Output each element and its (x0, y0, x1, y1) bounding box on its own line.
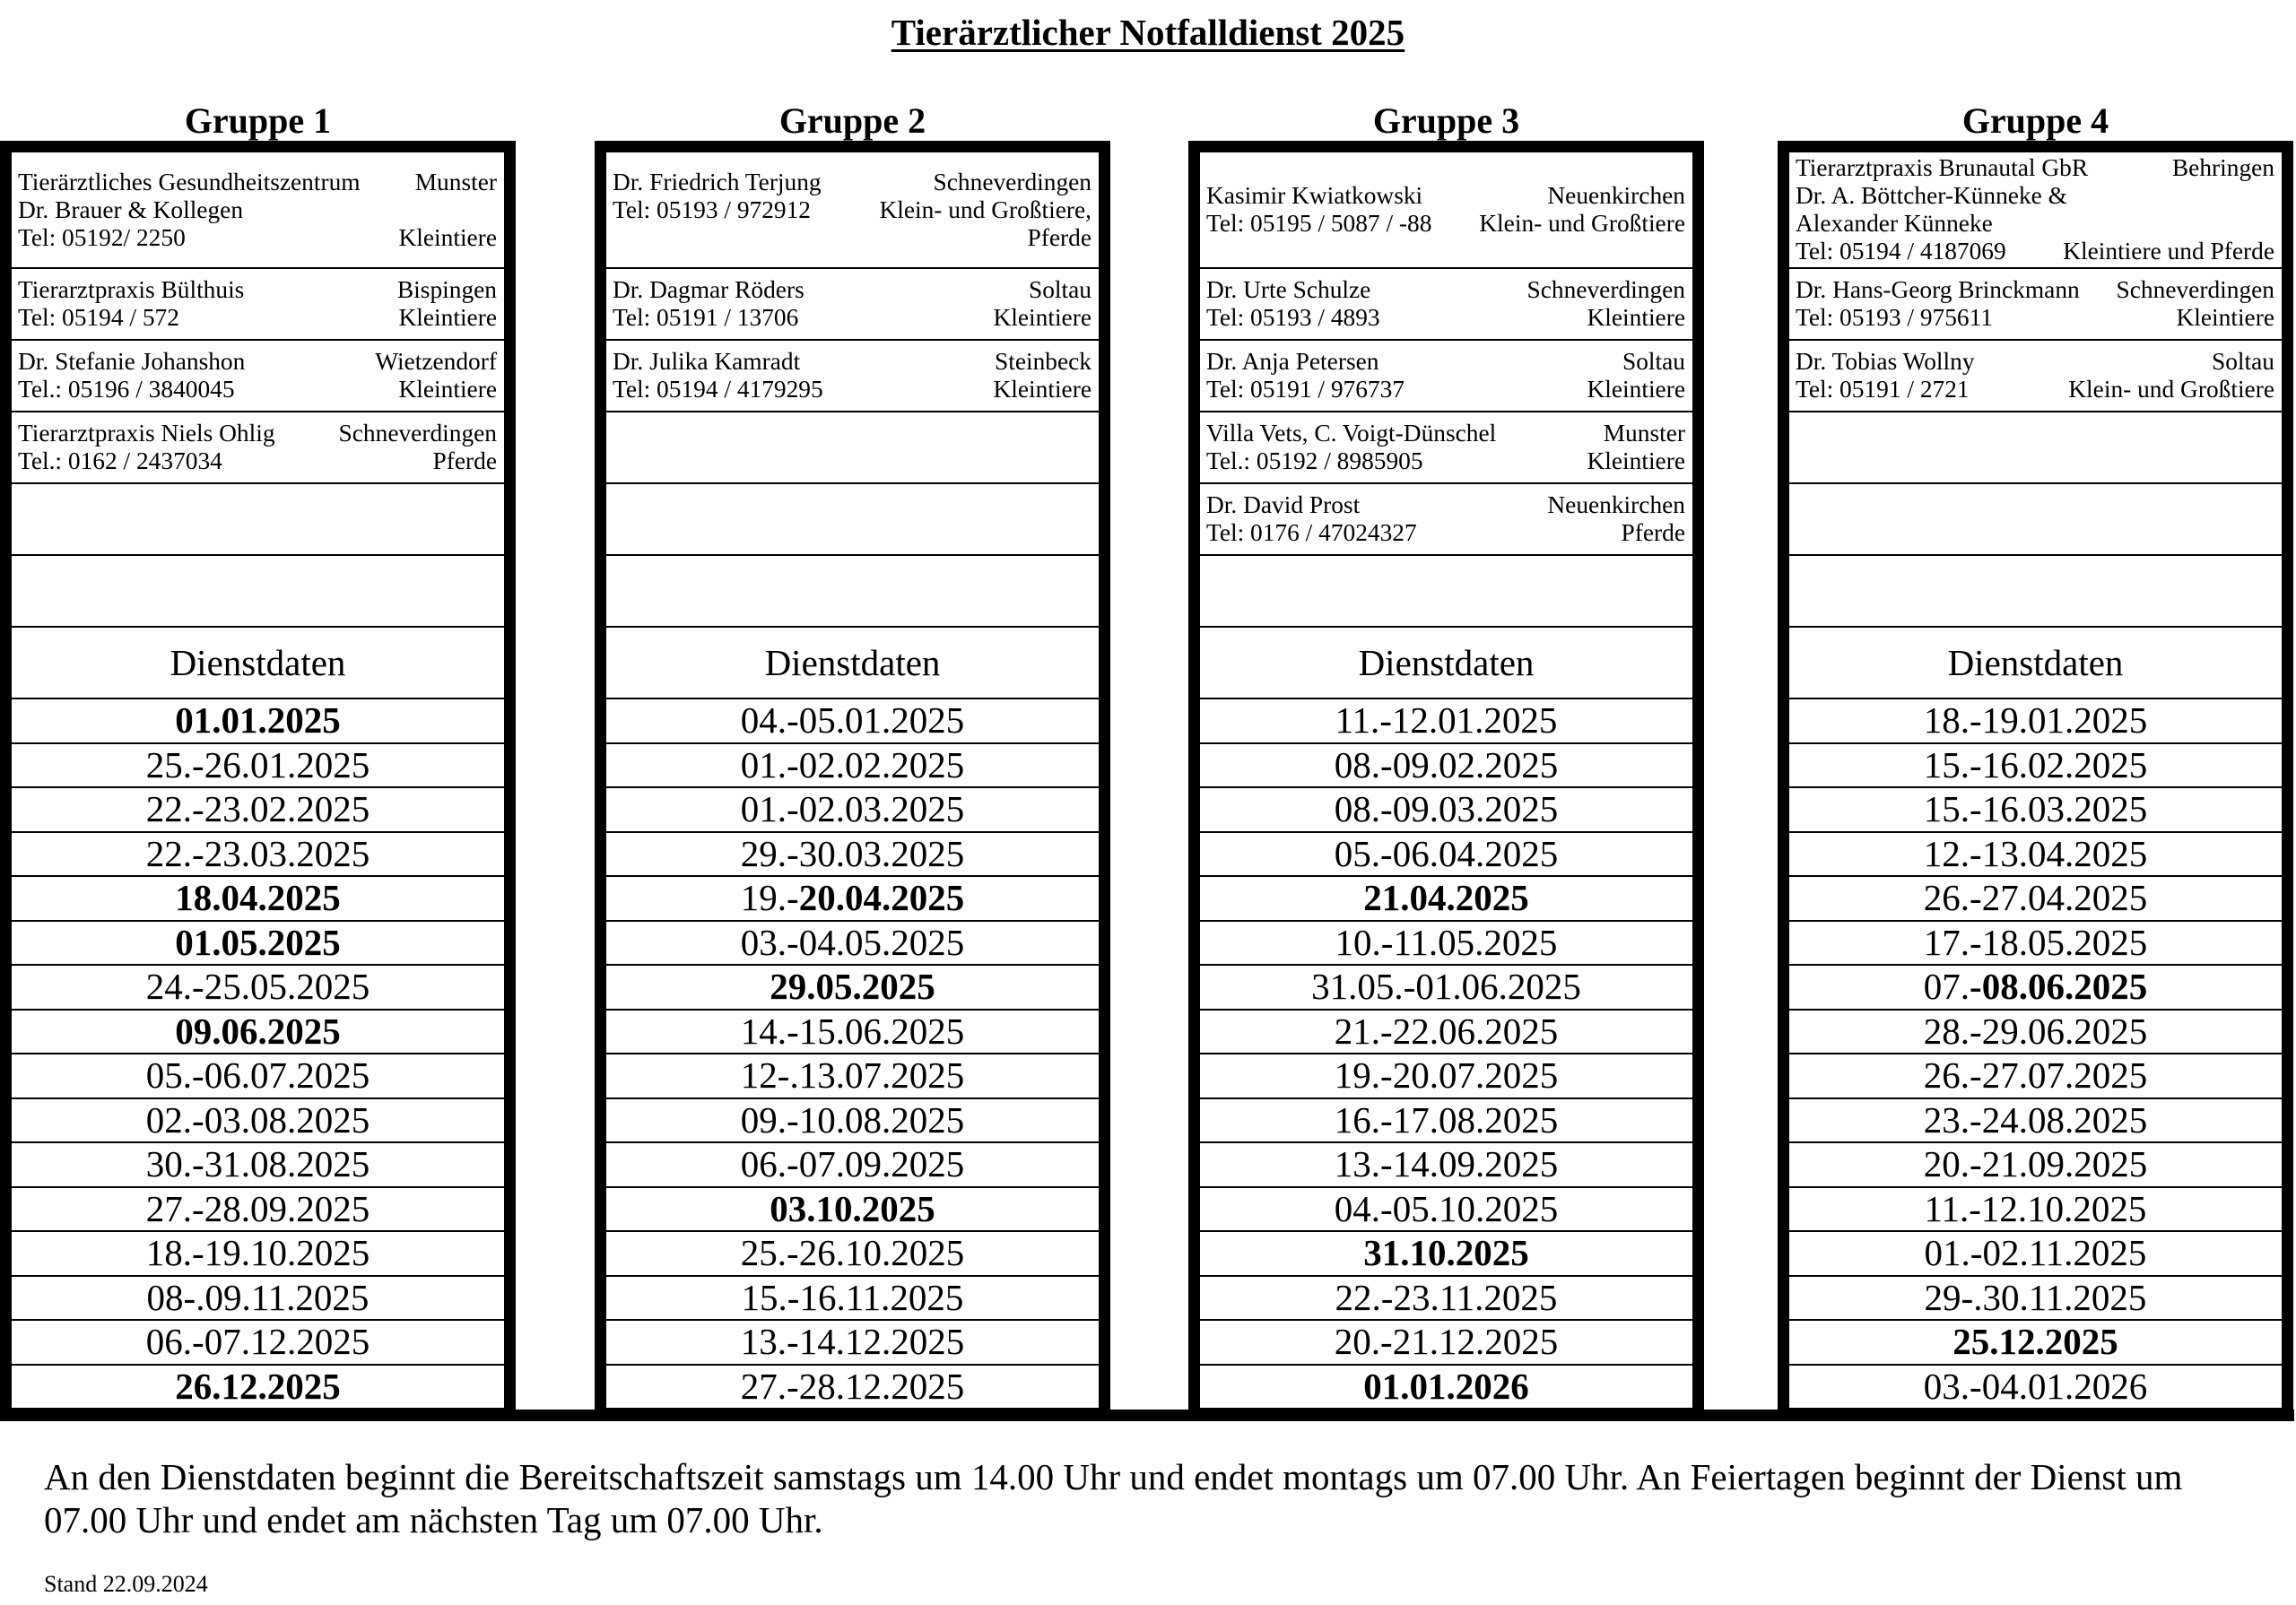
practice-row (1200, 341, 1692, 412)
practice-detail-right: Schneverdingen (933, 168, 1091, 195)
duty-date-text: 13.-14.12.2025 (740, 1321, 965, 1362)
practice-detail-left: Tierarztpraxis Bülthuis (18, 276, 245, 303)
duty-date-row (606, 1277, 1099, 1322)
practice-detail-left: Dr. Brauer & Kollegen (18, 195, 244, 223)
duty-date-holiday-text: 20.04.2025 (798, 877, 965, 918)
practice-row (606, 341, 1099, 412)
duty-date-holiday-text: 26.12.2025 (175, 1365, 341, 1407)
practice-detail-left: Dr. Friedrich Terjung (613, 168, 822, 195)
duty-date-text: 19.-20.07.2025 (1334, 1054, 1559, 1096)
duty-date-text: 29.-30.03.2025 (740, 832, 965, 874)
duty-date-text: 20.-21.12.2025 (1334, 1321, 1559, 1362)
practice-detail-left: Dr. Tobias Wollny (1796, 348, 1975, 375)
duty-date-text: 22.-23.03.2025 (145, 832, 370, 874)
duty-date-row (1200, 1054, 1692, 1099)
duty-date-row (1789, 833, 2282, 878)
practice-detail-left: Tel.: 05192 / 8985905 (1206, 447, 1423, 474)
duty-date-row (1789, 699, 2282, 744)
duty-date-text: 15.-16.11.2025 (741, 1276, 964, 1318)
duty-date-holiday-text: 25.12.2025 (1952, 1321, 2118, 1362)
duty-date-row (606, 1054, 1099, 1099)
practice-line (1796, 238, 2274, 265)
duty-date-text: 27.-28.09.2025 (145, 1187, 370, 1229)
duty-date-text: 20.-21.09.2025 (1923, 1143, 2148, 1184)
duty-date-text: 18.-19.01.2025 (1923, 699, 2148, 741)
empty-practice-row (12, 556, 504, 628)
practice-detail-left: Villa Vets, C. Voigt-Dünschel (1206, 420, 1497, 447)
practice-detail-left: Tel: 05192/ 2250 (18, 223, 186, 251)
practice-detail-left: Tierarztpraxis Niels Ohlig (18, 420, 275, 447)
duty-date-row (606, 1143, 1099, 1188)
practice-detail-left: Tierarztpraxis Brunautal GbR (1796, 154, 2089, 181)
practice-line (613, 224, 1091, 252)
duty-date-text: 22.-23.02.2025 (145, 788, 370, 829)
practice-line (18, 304, 497, 332)
empty-practice-row (606, 412, 1099, 484)
practice-detail-left: Tel: 05195 / 5087 / -88 (1206, 210, 1432, 237)
duty-date-row (12, 966, 504, 1011)
duty-date-row (1200, 922, 1692, 967)
duty-date-row (606, 922, 1099, 967)
duty-dates-header: Dienstdaten (1789, 628, 2282, 699)
practice-line (1206, 376, 1685, 403)
group-heading: Gruppe 1 (184, 100, 332, 141)
practice-detail-left: Kasimir Kwiatkowski (1206, 182, 1423, 209)
duty-date-text: 02.-03.08.2025 (145, 1098, 370, 1141)
practice-row (1200, 484, 1692, 556)
duty-date-row (12, 1277, 504, 1322)
duty-date-row (1200, 1188, 1692, 1233)
duty-date-text: 31.05.-01.06.2025 (1311, 966, 1581, 1007)
duty-date-text: 03.-04.05.2025 (740, 921, 965, 963)
practice-row (1789, 269, 2282, 341)
practice-line (613, 348, 1091, 376)
practice-line (613, 376, 1091, 403)
duty-date-row (1789, 1011, 2282, 1055)
duty-date-holiday-text: 01.01.2025 (175, 699, 341, 741)
duty-dates-header: Dienstdaten (1200, 628, 1692, 699)
duty-date-text: 07. (1923, 966, 1970, 1007)
duty-date-text: 28.-29.06.2025 (1923, 1010, 2148, 1052)
duty-date-text: 16.-17.08.2025 (1334, 1098, 1559, 1141)
practice-detail-left: Tel: 05191 / 2721 (1796, 376, 1970, 403)
duty-date-text: 08-.09.11.2025 (146, 1276, 370, 1318)
duty-date-row (606, 877, 1099, 922)
duty-date-text: 06.-07.12.2025 (145, 1321, 370, 1362)
practice-detail-right: Soltau (2211, 348, 2274, 375)
duty-dates-header: Dienstdaten (12, 628, 504, 699)
duty-date-holiday-text: 01.05.2025 (175, 921, 341, 963)
duty-date-holiday-text: 09.06.2025 (175, 1010, 341, 1052)
stand-date: Stand 22.09.2024 (44, 1571, 208, 1597)
duty-date-row (1789, 744, 2282, 789)
duty-date-row (1789, 1277, 2282, 1322)
duty-date-text: 10.-11.05.2025 (1335, 921, 1558, 963)
practice-detail-left: Tel: 05194 / 572 (18, 304, 179, 331)
practice-line (18, 420, 497, 447)
footer-note: An den Dienstdaten beginnt die Bereitschaftszeit samstags um 14.00 Uhr und endet montags um 07.00 Uhr. An Feiertagen beginnt der Dienst um 07.00 Uhr und endet am nächsten Tag um 07.00 Uhr. (44, 1456, 2183, 1540)
duty-date-row (12, 1232, 504, 1277)
duty-date-row (1789, 1232, 2282, 1277)
duty-date-text: 12-.13.07.2025 (740, 1054, 965, 1096)
duty-date-text: 13.-14.09.2025 (1334, 1143, 1559, 1184)
practice-detail-right: Wietzendorf (375, 348, 497, 375)
duty-date-text: 25.-26.10.2025 (740, 1232, 965, 1273)
duty-date-row (12, 1366, 504, 1410)
duty-date-row (1789, 1321, 2282, 1366)
duty-date-row (1789, 922, 2282, 967)
duty-date-row (606, 744, 1099, 789)
duty-date-row (606, 1366, 1099, 1410)
practice-detail-right: Kleintiere (398, 376, 497, 403)
practice-line (18, 348, 497, 376)
duty-date-text: 05.-06.04.2025 (1334, 832, 1559, 874)
duty-date-text: 24.-25.05.2025 (145, 966, 370, 1007)
practice-line (1796, 304, 2274, 332)
practice-detail-left: Dr. Hans-Georg Brinckmann (1796, 276, 2080, 303)
duty-date-holiday-text: -08.06.2025 (1970, 966, 2148, 1007)
practice-row (1200, 412, 1692, 484)
duty-date-row (1200, 1011, 1692, 1055)
practice-detail-right: Kleintiere und Pferde (2063, 238, 2274, 265)
practice-row (12, 341, 504, 412)
duty-date-text: 01.-02.03.2025 (740, 788, 965, 829)
practice-line (1796, 154, 2274, 182)
practice-detail-left: Tel: 05194 / 4179295 (613, 376, 823, 403)
duty-date-text: 04.-05.01.2025 (740, 699, 965, 741)
duty-date-row (606, 833, 1099, 878)
duty-date-row (1200, 699, 1692, 744)
practice-line (1206, 182, 1685, 210)
group-column (0, 100, 516, 1410)
duty-date-row (12, 744, 504, 789)
practice-detail-right: Kleintiere (1587, 304, 1685, 331)
duty-date-row (1200, 1366, 1692, 1410)
duty-date-holiday-text: 03.10.2025 (770, 1187, 935, 1229)
duty-date-holiday-text: 01.01.2026 (1363, 1365, 1529, 1407)
practice-line (18, 224, 497, 252)
duty-date-text: 17.-18.05.2025 (1923, 921, 2148, 963)
duty-date-text: 11.-12.10.2025 (1924, 1187, 2147, 1229)
duty-date-row (12, 877, 504, 922)
practice-detail-left: Dr. A. Böttcher-Künneke & (1796, 182, 2067, 209)
practice-detail-left: Dr. Julika Kamradt (613, 348, 801, 375)
practice-detail-right: Kleintiere (398, 304, 497, 331)
practice-row (1200, 152, 1692, 269)
duty-date-row (1789, 1366, 2282, 1410)
duty-date-row (606, 966, 1099, 1011)
duty-date-row (1200, 1099, 1692, 1144)
duty-date-row (1789, 1099, 2282, 1144)
duty-date-row (1789, 877, 2282, 922)
practice-line (18, 276, 497, 304)
empty-practice-row (1789, 556, 2282, 628)
duty-date-text: 30.-31.08.2025 (145, 1143, 370, 1184)
practice-row (1789, 152, 2282, 269)
group-column (1778, 100, 2293, 1410)
table-bottom-rule (0, 1410, 2294, 1421)
duty-date-row (1200, 877, 1692, 922)
practice-detail-right: Klein- und Großtiere (2068, 376, 2274, 403)
practice-row (12, 412, 504, 484)
duty-date-text: 08.-09.02.2025 (1334, 743, 1559, 785)
duty-date-row (1200, 1321, 1692, 1366)
duty-date-row (1789, 1188, 2282, 1233)
group-heading: Gruppe 3 (1372, 100, 1520, 141)
practice-line (1206, 304, 1685, 332)
practice-line (1206, 210, 1685, 238)
practice-line (1796, 182, 2274, 210)
practice-detail-left: Dr. Anja Petersen (1206, 348, 1379, 375)
practice-detail-left: Tel: 0176 / 47024327 (1206, 519, 1417, 546)
duty-date-text: 29-.30.11.2025 (1924, 1276, 2147, 1318)
practice-detail-right: Schneverdingen (338, 420, 497, 447)
practice-line (18, 196, 497, 224)
practice-detail-right: Pferde (432, 447, 497, 474)
practice-line (1796, 276, 2274, 304)
duty-date-holiday-text: 21.04.2025 (1363, 877, 1529, 918)
practice-detail-left: Tel.: 05196 / 3840045 (18, 376, 235, 403)
duty-date-row (1789, 788, 2282, 833)
practice-row (1789, 341, 2282, 412)
duty-date-holiday-text: 29.05.2025 (770, 966, 935, 1007)
practice-line (1206, 447, 1685, 475)
practice-detail-right: Pferde (1027, 223, 1091, 251)
duty-date-text: 19.- (740, 877, 799, 918)
practice-line (1796, 348, 2274, 376)
duty-date-text: 04.-05.10.2025 (1334, 1187, 1559, 1229)
practice-detail-right: Kleintiere (398, 223, 497, 251)
duty-date-text: 03.-04.01.2026 (1923, 1365, 2148, 1407)
practice-line (1206, 519, 1685, 547)
duty-date-text: 05.-06.07.2025 (145, 1054, 370, 1096)
practice-line (1206, 348, 1685, 376)
duty-date-row (12, 1188, 504, 1233)
duty-date-text: 08.-09.03.2025 (1334, 788, 1559, 829)
duty-date-text: 11.-12.01.2025 (1335, 699, 1558, 741)
duty-date-row (12, 788, 504, 833)
empty-practice-row (606, 556, 1099, 628)
practice-detail-right: Steinbeck (994, 348, 1091, 375)
practice-line (18, 376, 497, 403)
duty-date-row (606, 1321, 1099, 1366)
duty-date-row (12, 1054, 504, 1099)
duty-date-text: 18.-19.10.2025 (145, 1232, 370, 1273)
duty-date-row (606, 1188, 1099, 1233)
duty-date-text: 27.-28.12.2025 (740, 1365, 965, 1407)
duty-date-text: 21.-22.06.2025 (1334, 1010, 1559, 1052)
practice-detail-right: Behringen (2171, 154, 2274, 181)
duty-date-row (1200, 788, 1692, 833)
practice-detail-left: Dr. David Prost (1206, 491, 1361, 518)
practice-line (1206, 276, 1685, 304)
practice-detail-left: Dr. Dagmar Röders (613, 276, 804, 303)
duty-date-holiday-text: 31.10.2025 (1363, 1232, 1529, 1273)
empty-practice-row (1200, 556, 1692, 628)
practice-detail-right: Schneverdingen (2116, 276, 2274, 303)
practice-detail-left: Tel: 05194 / 4187069 (1796, 238, 2006, 265)
duty-date-row (1789, 966, 2282, 1011)
duty-date-holiday-text: 18.04.2025 (175, 877, 341, 918)
duty-date-row (12, 1321, 504, 1366)
practice-detail-right: Munster (414, 168, 497, 195)
duty-date-row (606, 699, 1099, 744)
empty-practice-row (1789, 412, 2282, 484)
practice-row (606, 269, 1099, 341)
page-title: Tierärztlicher Notfalldienst 2025 (891, 12, 1405, 53)
practice-detail-right: Kleintiere (1587, 376, 1685, 403)
duty-date-text: 15.-16.03.2025 (1923, 788, 2148, 829)
group-table (595, 141, 1110, 1410)
practice-detail-right: Kleintiere (2176, 304, 2274, 331)
duty-dates-header: Dienstdaten (606, 628, 1099, 699)
practice-detail-right: Klein- und Großtiere (1479, 210, 1685, 237)
group-heading: Gruppe 4 (1961, 100, 2109, 141)
empty-practice-row (12, 484, 504, 556)
duty-date-row (12, 1099, 504, 1144)
duty-date-row (606, 1232, 1099, 1277)
practice-detail-left: Alexander Künneke (1796, 210, 1993, 237)
duty-date-text: 01.-02.11.2025 (1924, 1232, 2147, 1273)
duty-date-row (12, 1143, 504, 1188)
practice-detail-right: Soltau (1622, 348, 1685, 375)
duty-date-row (12, 922, 504, 967)
practice-detail-right: Kleintiere (993, 376, 1091, 403)
duty-date-row (1789, 1143, 2282, 1188)
practice-line (1206, 420, 1685, 447)
duty-date-text: 06.-07.09.2025 (740, 1143, 965, 1184)
practice-line (613, 276, 1091, 304)
group-heading: Gruppe 2 (778, 100, 926, 141)
practice-detail-left: Tierärztliches Gesundheitszentrum (18, 168, 361, 195)
duty-date-row (1200, 744, 1692, 789)
practice-detail-right: Kleintiere (993, 304, 1091, 331)
practice-detail-left: Dr. Urte Schulze (1206, 276, 1371, 303)
duty-date-text: 25.-26.01.2025 (145, 743, 370, 785)
practice-detail-right: Bispingen (396, 276, 497, 303)
duty-date-text: 14.-15.06.2025 (740, 1010, 965, 1052)
duty-date-row (1789, 1054, 2282, 1099)
practice-detail-left: Tel.: 0162 / 2437034 (18, 447, 222, 474)
duty-date-text: 26.-27.04.2025 (1923, 877, 2148, 918)
practice-line (1796, 376, 2274, 403)
practice-line (613, 169, 1091, 196)
group-table (1778, 141, 2293, 1410)
duty-date-row (12, 833, 504, 878)
empty-practice-row (1789, 484, 2282, 556)
duty-date-row (1200, 966, 1692, 1011)
practice-detail-right: Kleintiere (1587, 447, 1685, 474)
practice-detail-right: Pferde (1621, 519, 1685, 546)
duty-date-text: 12.-13.04.2025 (1923, 832, 2148, 874)
practice-detail-left: Tel: 05193 / 972912 (613, 195, 811, 223)
duty-date-row (606, 1099, 1099, 1144)
practice-line (613, 304, 1091, 332)
duty-date-text: 09.-10.08.2025 (740, 1098, 965, 1141)
duty-date-text: 22.-23.11.2025 (1335, 1276, 1558, 1318)
practice-detail-left: Tel: 05193 / 4893 (1206, 304, 1380, 331)
practice-line (1796, 210, 2274, 238)
practice-line (1206, 491, 1685, 519)
practice-line (18, 447, 497, 475)
practice-detail-left: Tel: 05191 / 13706 (613, 304, 799, 331)
duty-date-row (1200, 1143, 1692, 1188)
duty-date-text: 26.-27.07.2025 (1923, 1054, 2148, 1096)
practice-detail-right: Munster (1603, 420, 1685, 447)
duty-date-text: 15.-16.02.2025 (1923, 743, 2148, 785)
practice-detail-right: Neuenkirchen (1547, 182, 1685, 209)
group-column (1188, 100, 1704, 1410)
duty-date-row (1200, 1277, 1692, 1322)
duty-date-row (1200, 1232, 1692, 1277)
practice-row (12, 152, 504, 269)
duty-date-text: 01.-02.02.2025 (740, 743, 965, 785)
practice-row (1200, 269, 1692, 341)
practice-detail-right: Soltau (1028, 276, 1091, 303)
practice-row (606, 152, 1099, 269)
practice-detail-left: Dr. Stefanie Johanshon (18, 348, 246, 375)
duty-date-row (1200, 833, 1692, 878)
duty-date-row (606, 1011, 1099, 1055)
group-table (0, 141, 516, 1410)
group-table (1188, 141, 1704, 1410)
empty-practice-row (606, 484, 1099, 556)
practice-detail-left: Tel: 05193 / 975611 (1796, 304, 1993, 331)
practice-detail-right: Klein- und Großtiere, (879, 195, 1091, 223)
duty-date-text: 23.-24.08.2025 (1923, 1098, 2148, 1141)
practice-detail-right: Schneverdingen (1526, 276, 1685, 303)
group-column (595, 100, 1110, 1410)
practice-detail-left: Tel: 05191 / 976737 (1206, 376, 1405, 403)
duty-date-row (12, 699, 504, 744)
practice-line (18, 169, 497, 196)
duty-date-row (606, 788, 1099, 833)
practice-detail-right: Neuenkirchen (1547, 491, 1685, 518)
practice-line (613, 196, 1091, 224)
practice-row (12, 269, 504, 341)
duty-date-row (12, 1011, 504, 1055)
